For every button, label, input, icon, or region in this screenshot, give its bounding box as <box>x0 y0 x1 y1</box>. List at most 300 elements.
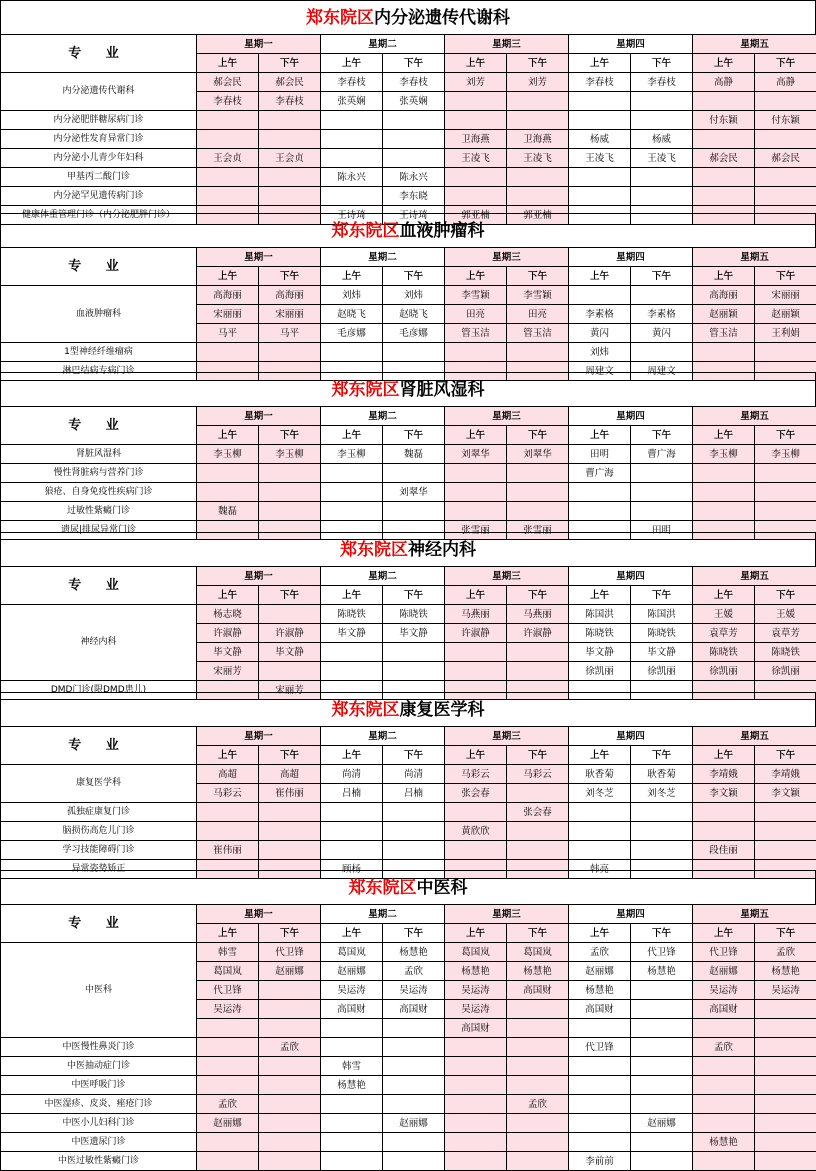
doctor-cell: 郭亚楠 <box>445 206 507 225</box>
afternoon-header: 下午 <box>755 426 816 445</box>
doctor-cell: 郝会民 <box>197 73 259 92</box>
department-title <box>0 0 816 34</box>
doctor-cell <box>197 1076 259 1095</box>
afternoon-header: 下午 <box>755 267 816 286</box>
specialty-name: 中医科 <box>1 943 197 1038</box>
doctor-cell: 刘炜 <box>383 286 445 305</box>
specialty-header: 专 业 <box>1 248 197 286</box>
doctor-cell <box>383 464 445 483</box>
campus-name: 郑东院区 <box>349 878 417 898</box>
doctor-cell <box>445 643 507 662</box>
doctor-cell <box>197 187 259 206</box>
day-header: 星期二 <box>321 905 445 924</box>
morning-header: 上午 <box>445 54 507 73</box>
department-section <box>0 532 816 700</box>
doctor-cell: 宋丽丽 <box>259 305 321 324</box>
doctor-cell <box>321 841 383 860</box>
doctor-cell <box>755 1019 816 1038</box>
schedule-table <box>0 566 816 700</box>
day-header: 星期三 <box>445 567 569 586</box>
doctor-cell: 尚清 <box>383 765 445 784</box>
doctor-cell <box>321 464 383 483</box>
doctor-cell <box>321 643 383 662</box>
table-row <box>1 286 816 305</box>
day-header: 星期五 <box>693 248 816 267</box>
department-section <box>0 372 816 540</box>
doctor-cell: 李玉柳 <box>755 445 816 464</box>
doctor-cell <box>755 1095 816 1114</box>
doctor-cell <box>197 822 259 841</box>
specialty-name: 内分泌小儿青少年妇科 <box>1 149 197 168</box>
doctor-cell <box>755 1076 816 1095</box>
doctor-cell: 高超 <box>259 765 321 784</box>
doctor-cell <box>197 130 259 149</box>
doctor-cell: 毕文静 <box>197 643 259 662</box>
doctor-cell <box>197 483 259 502</box>
doctor-cell: 崔伟丽 <box>197 841 259 860</box>
morning-header: 上午 <box>445 426 507 445</box>
specialty-name: 神经内科 <box>1 605 197 681</box>
doctor-cell <box>631 1000 693 1019</box>
morning-header: 上午 <box>693 54 755 73</box>
doctor-cell <box>755 502 816 521</box>
doctor-cell <box>383 643 445 662</box>
doctor-cell: 顾杨 <box>321 860 383 879</box>
specialty-name: DMD门诊(限DMD患儿) <box>1 681 197 700</box>
doctor-cell: 付东颖 <box>755 111 816 130</box>
doctor-cell: 赵丽娜 <box>197 1114 259 1133</box>
doctor-cell: 王会贞 <box>259 149 321 168</box>
afternoon-header: 下午 <box>383 924 445 943</box>
afternoon-header: 下午 <box>259 54 321 73</box>
doctor-cell: 李春枝 <box>197 92 259 111</box>
specialty-name: 中医小儿妇科门诊 <box>1 1114 197 1133</box>
doctor-cell <box>259 822 321 841</box>
doctor-cell: 崔伟丽 <box>259 784 321 803</box>
table-row <box>1 343 816 362</box>
doctor-cell: 张会春 <box>507 803 569 822</box>
day-header: 星期四 <box>569 567 693 586</box>
doctor-cell: 高国财 <box>693 1000 755 1019</box>
day-header: 星期二 <box>321 248 445 267</box>
doctor-cell: 许淑静 <box>259 624 321 643</box>
doctor-cell: 陈晓铁 <box>383 605 445 624</box>
doctor-cell <box>631 168 693 187</box>
doctor-cell <box>445 502 507 521</box>
doctor-cell <box>445 111 507 130</box>
specialty-name: 中医遗尿门诊 <box>1 1133 197 1152</box>
doctor-cell: 赵丽娜 <box>383 1114 445 1133</box>
doctor-cell: 李素格 <box>569 305 631 324</box>
doctor-cell: 徐凯丽 <box>631 662 693 681</box>
doctor-cell <box>445 464 507 483</box>
doctor-cell: 陈晓铁 <box>569 624 631 643</box>
doctor-cell: 马彩云 <box>445 765 507 784</box>
specialty-name: 中医过敏性紫癜门诊 <box>1 1152 197 1171</box>
doctor-cell: 管玉洁 <box>693 324 755 343</box>
specialty-name: 康复医学科 <box>1 765 197 803</box>
doctor-cell <box>693 1076 755 1095</box>
doctor-cell: 陈国洪 <box>631 605 693 624</box>
doctor-cell: 高静 <box>755 73 816 92</box>
day-header: 星期二 <box>321 727 445 746</box>
afternoon-header: 下午 <box>383 426 445 445</box>
table-row <box>1 765 816 784</box>
doctor-cell: 毕文静 <box>631 643 693 662</box>
doctor-cell <box>631 1019 693 1038</box>
doctor-cell: 杨慧艳 <box>569 981 631 1000</box>
doctor-cell <box>693 1095 755 1114</box>
doctor-cell <box>259 605 321 624</box>
afternoon-header: 下午 <box>383 586 445 605</box>
doctor-cell <box>321 1038 383 1057</box>
day-header-row <box>1 248 816 267</box>
doctor-cell <box>445 92 507 111</box>
day-header: 星期一 <box>197 567 321 586</box>
doctor-cell <box>693 502 755 521</box>
doctor-cell: 李素格 <box>631 305 693 324</box>
doctor-cell <box>507 1038 569 1057</box>
day-header: 星期五 <box>693 407 816 426</box>
doctor-cell <box>383 841 445 860</box>
doctor-cell <box>383 1095 445 1114</box>
specialty-header: 专 业 <box>1 727 197 765</box>
doctor-cell: 刘翠华 <box>445 445 507 464</box>
doctor-cell: 杨慧艳 <box>631 962 693 981</box>
day-header-row <box>1 35 816 54</box>
day-header: 星期一 <box>197 248 321 267</box>
morning-header: 上午 <box>197 586 259 605</box>
doctor-cell: 王凌飞 <box>569 149 631 168</box>
doctor-cell: 卫海燕 <box>445 130 507 149</box>
doctor-cell <box>631 1095 693 1114</box>
doctor-cell: 孟欣 <box>755 943 816 962</box>
doctor-cell: 李靖娥 <box>755 765 816 784</box>
doctor-cell <box>259 1000 321 1019</box>
table-row <box>1 168 816 187</box>
doctor-cell <box>259 841 321 860</box>
table-row <box>1 605 816 624</box>
doctor-cell: 韩亮 <box>569 860 631 879</box>
afternoon-header: 下午 <box>507 586 569 605</box>
doctor-cell: 李文颖 <box>755 784 816 803</box>
doctor-cell <box>631 1133 693 1152</box>
morning-header: 上午 <box>197 426 259 445</box>
doctor-cell: 韩雪 <box>197 943 259 962</box>
doctor-cell: 孟欣 <box>569 943 631 962</box>
doctor-cell <box>445 1038 507 1057</box>
specialty-name: 内分泌遗传代谢科 <box>1 73 197 111</box>
doctor-cell: 吕楠 <box>321 784 383 803</box>
doctor-cell <box>383 662 445 681</box>
day-header: 星期二 <box>321 407 445 426</box>
doctor-cell <box>445 1114 507 1133</box>
doctor-cell <box>259 483 321 502</box>
doctor-cell <box>631 483 693 502</box>
doctor-cell <box>507 784 569 803</box>
doctor-cell: 马彩云 <box>197 784 259 803</box>
doctor-cell <box>383 1076 445 1095</box>
doctor-cell <box>259 662 321 681</box>
doctor-cell: 宋丽丽 <box>197 305 259 324</box>
doctor-cell <box>569 803 631 822</box>
table-row <box>1 502 816 521</box>
doctor-cell <box>197 1152 259 1171</box>
specialty-header: 专 业 <box>1 567 197 605</box>
morning-header: 上午 <box>321 586 383 605</box>
doctor-cell <box>383 822 445 841</box>
doctor-cell: 李春枝 <box>569 73 631 92</box>
department-name: 血液肿瘤科 <box>400 221 485 241</box>
doctor-cell <box>259 1133 321 1152</box>
table-row <box>1 149 816 168</box>
day-header: 星期一 <box>197 407 321 426</box>
table-row <box>1 1076 816 1095</box>
doctor-cell: 刘炜 <box>321 286 383 305</box>
schedule-table <box>0 726 816 879</box>
doctor-cell <box>507 502 569 521</box>
doctor-cell: 陈晓铁 <box>631 624 693 643</box>
specialty-name: 肾脏风湿科 <box>1 445 197 464</box>
doctor-cell <box>507 1057 569 1076</box>
doctor-cell: 赵丽娜 <box>321 962 383 981</box>
day-header-row <box>1 407 816 426</box>
day-header: 星期五 <box>693 727 816 746</box>
doctor-cell: 高超 <box>197 765 259 784</box>
doctor-cell: 代卫锋 <box>197 981 259 1000</box>
doctor-cell <box>259 1019 321 1038</box>
table-row <box>1 1114 816 1133</box>
department-section <box>0 213 816 381</box>
doctor-cell <box>259 1152 321 1171</box>
day-header: 星期二 <box>321 35 445 54</box>
doctor-cell: 赵丽颖 <box>755 305 816 324</box>
doctor-cell: 李靖娥 <box>693 765 755 784</box>
doctor-cell: 陈晓铁 <box>693 643 755 662</box>
doctor-cell: 王诗琦 <box>383 206 445 225</box>
specialty-name: 学习技能障碍门诊 <box>1 841 197 860</box>
afternoon-header: 下午 <box>259 267 321 286</box>
doctor-cell <box>445 1133 507 1152</box>
doctor-cell <box>259 1114 321 1133</box>
doctor-cell: 刘翠华 <box>507 445 569 464</box>
doctor-cell <box>631 111 693 130</box>
table-row <box>1 1095 816 1114</box>
schedule-table <box>0 406 816 540</box>
doctor-cell <box>259 1057 321 1076</box>
doctor-cell <box>693 1057 755 1076</box>
doctor-cell <box>693 803 755 822</box>
department-name: 中医科 <box>417 878 468 898</box>
doctor-cell <box>383 343 445 362</box>
doctor-cell <box>569 1114 631 1133</box>
doctor-cell: 杨志晓 <box>197 605 259 624</box>
doctor-cell <box>631 803 693 822</box>
doctor-cell: 代卫锋 <box>631 943 693 962</box>
doctor-cell: 黄闪 <box>631 324 693 343</box>
afternoon-header: 下午 <box>383 746 445 765</box>
day-header: 星期一 <box>197 905 321 924</box>
doctor-cell: 陈国洪 <box>569 605 631 624</box>
doctor-cell: 代卫锋 <box>569 1038 631 1057</box>
specialty-name: 遗尿|排尿异常门诊 <box>1 521 197 540</box>
doctor-cell <box>445 1057 507 1076</box>
doctor-cell <box>631 187 693 206</box>
doctor-cell: 王利娟 <box>755 324 816 343</box>
doctor-cell: 管玉洁 <box>507 324 569 343</box>
doctor-cell: 田亮 <box>445 305 507 324</box>
doctor-cell <box>755 92 816 111</box>
doctor-cell <box>321 1152 383 1171</box>
doctor-cell: 葛国岚 <box>507 943 569 962</box>
doctor-cell <box>755 1057 816 1076</box>
specialty-name: 血液肿瘤科 <box>1 286 197 343</box>
doctor-cell: 代卫锋 <box>693 943 755 962</box>
morning-header: 上午 <box>321 924 383 943</box>
specialty-name: 异常姿势矫正 <box>1 860 197 879</box>
specialty-header: 专 业 <box>1 407 197 445</box>
doctor-cell: 毛彦娜 <box>321 324 383 343</box>
afternoon-header: 下午 <box>755 54 816 73</box>
doctor-cell: 高国财 <box>569 1000 631 1019</box>
doctor-cell <box>755 841 816 860</box>
doctor-cell: 孟欣 <box>259 1038 321 1057</box>
doctor-cell: 魏磊 <box>383 445 445 464</box>
schedule-table <box>0 34 816 225</box>
doctor-cell: 吴运涛 <box>755 981 816 1000</box>
day-header: 星期五 <box>693 567 816 586</box>
doctor-cell: 吴运涛 <box>197 1000 259 1019</box>
doctor-cell <box>259 981 321 1000</box>
doctor-cell <box>569 1057 631 1076</box>
specialty-name: 淋巴结病专病门诊 <box>1 362 197 381</box>
doctor-cell <box>507 343 569 362</box>
doctor-cell: 毕文静 <box>321 624 383 643</box>
doctor-cell <box>569 286 631 305</box>
doctor-cell: 刘冬芝 <box>569 784 631 803</box>
doctor-cell: 陈永兴 <box>383 168 445 187</box>
morning-header: 上午 <box>569 267 631 286</box>
doctor-cell: 李雪颖 <box>507 286 569 305</box>
specialty-name: 孤独症康复门诊 <box>1 803 197 822</box>
day-header: 星期五 <box>693 35 816 54</box>
doctor-cell: 孟欣 <box>507 1095 569 1114</box>
doctor-cell: 郝会民 <box>755 149 816 168</box>
department-title <box>0 692 816 726</box>
specialty-name: 狼疮、自身免疫性疾病门诊 <box>1 483 197 502</box>
doctor-cell: 高静 <box>693 73 755 92</box>
doctor-cell <box>631 822 693 841</box>
morning-header: 上午 <box>693 267 755 286</box>
doctor-cell: 高海丽 <box>693 286 755 305</box>
doctor-cell: 葛国岚 <box>445 943 507 962</box>
doctor-cell <box>507 1133 569 1152</box>
afternoon-header: 下午 <box>631 267 693 286</box>
doctor-cell: 杨慧艳 <box>693 1133 755 1152</box>
doctor-cell: 高海丽 <box>259 286 321 305</box>
doctor-cell: 王会贞 <box>197 149 259 168</box>
specialty-name: 中医湿疹、皮炎、痤疮门诊 <box>1 1095 197 1114</box>
campus-name: 郑东院区 <box>306 8 374 28</box>
doctor-cell <box>507 1000 569 1019</box>
doctor-cell: 毕文静 <box>383 624 445 643</box>
afternoon-header: 下午 <box>383 54 445 73</box>
doctor-cell: 付东颖 <box>693 111 755 130</box>
doctor-cell: 高国财 <box>445 1019 507 1038</box>
doctor-cell <box>755 1000 816 1019</box>
doctor-cell <box>569 92 631 111</box>
doctor-cell: 李文颖 <box>693 784 755 803</box>
day-header-row <box>1 905 816 924</box>
doctor-cell: 刘芳 <box>445 73 507 92</box>
doctor-cell: 田亮 <box>507 305 569 324</box>
doctor-cell <box>507 822 569 841</box>
doctor-cell <box>321 130 383 149</box>
doctor-cell <box>259 168 321 187</box>
doctor-cell: 杨慧艳 <box>445 962 507 981</box>
table-row <box>1 483 816 502</box>
doctor-cell: 葛国岚 <box>197 962 259 981</box>
doctor-cell <box>383 1133 445 1152</box>
department-title <box>0 870 816 904</box>
doctor-cell <box>321 1019 383 1038</box>
schedule-table <box>0 904 816 1171</box>
doctor-cell <box>445 483 507 502</box>
doctor-cell: 孟欣 <box>197 1095 259 1114</box>
doctor-cell: 毛彦娜 <box>383 324 445 343</box>
morning-header: 上午 <box>321 746 383 765</box>
morning-header: 上午 <box>569 586 631 605</box>
day-header: 星期一 <box>197 727 321 746</box>
table-row <box>1 1133 816 1152</box>
doctor-cell <box>693 1114 755 1133</box>
doctor-cell: 刘冬芝 <box>631 784 693 803</box>
day-header: 星期三 <box>445 727 569 746</box>
department-section <box>0 692 816 879</box>
doctor-cell: 高海丽 <box>197 286 259 305</box>
doctor-cell: 高国财 <box>507 981 569 1000</box>
doctor-cell <box>631 464 693 483</box>
doctor-cell <box>755 464 816 483</box>
day-header: 星期三 <box>445 407 569 426</box>
doctor-cell <box>445 1076 507 1095</box>
doctor-cell <box>507 1019 569 1038</box>
doctor-cell <box>445 1152 507 1171</box>
doctor-cell: 宋丽芳 <box>259 681 321 700</box>
specialty-name: 健康体重管理门诊（内分泌肥胖门诊） <box>1 206 197 225</box>
specialty-name: 甲基丙二酸门诊 <box>1 168 197 187</box>
doctor-cell <box>321 1114 383 1133</box>
doctor-cell <box>693 168 755 187</box>
doctor-cell: 张雪丽 <box>445 521 507 540</box>
doctor-cell: 张会春 <box>445 784 507 803</box>
doctor-cell <box>383 803 445 822</box>
doctor-cell: 王媛 <box>693 605 755 624</box>
doctor-cell <box>507 841 569 860</box>
doctor-cell: 尚清 <box>321 765 383 784</box>
day-header-row <box>1 727 816 746</box>
doctor-cell <box>569 111 631 130</box>
doctor-cell: 李玉柳 <box>259 445 321 464</box>
doctor-cell <box>631 1152 693 1171</box>
doctor-cell <box>631 343 693 362</box>
doctor-cell <box>693 1019 755 1038</box>
doctor-cell: 马彩云 <box>507 765 569 784</box>
doctor-cell <box>755 168 816 187</box>
campus-name: 郑东院区 <box>332 221 400 241</box>
doctor-cell: 吴运涛 <box>445 1000 507 1019</box>
doctor-cell <box>755 1114 816 1133</box>
